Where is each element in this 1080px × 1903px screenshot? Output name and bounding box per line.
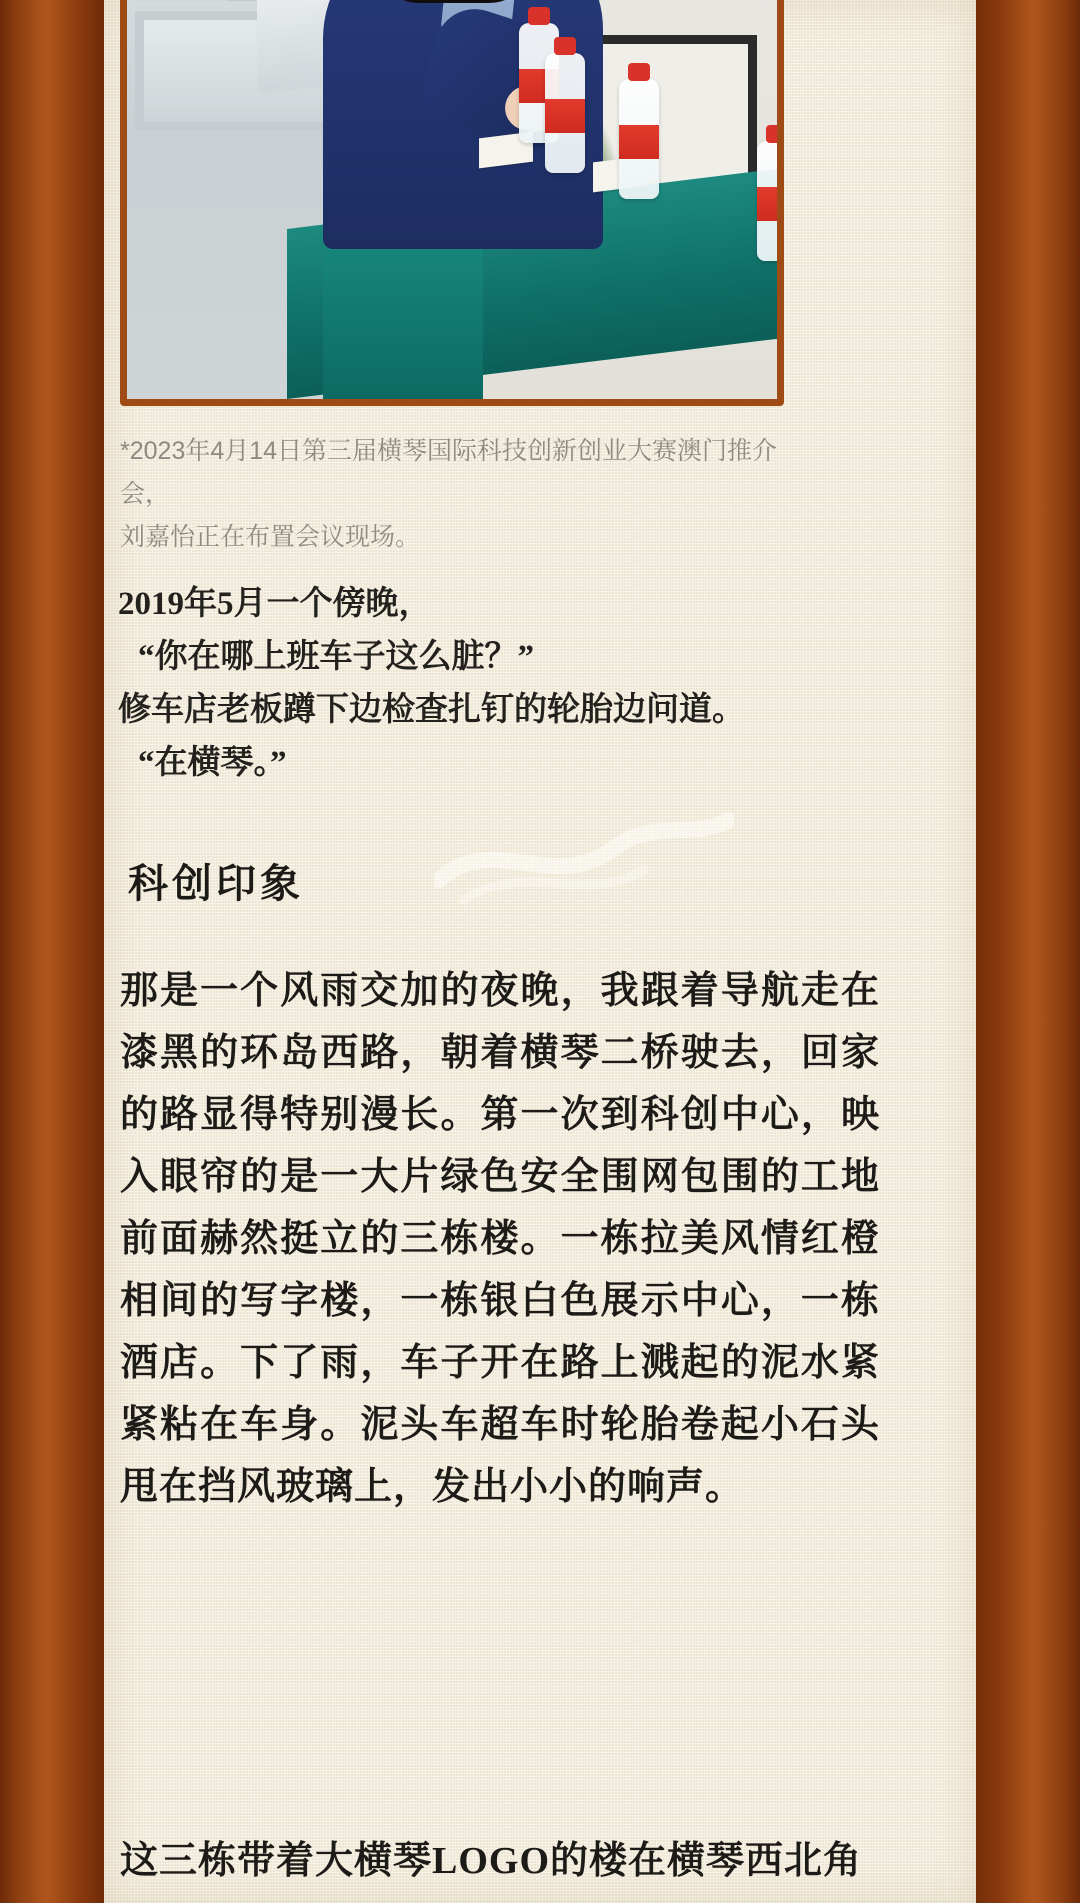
article-photo xyxy=(120,0,784,406)
decorative-swoosh-icon xyxy=(434,800,734,920)
caption-line-1: *2023年4月14日第三届横琴国际科技创新创业大赛澳门推介会， xyxy=(120,437,778,508)
article-sheet xyxy=(104,0,976,1903)
article-paragraph: 这三栋带着大横琴LOGO的楼在横琴西北角 xyxy=(120,1840,863,1882)
lede-line-1: 2019年5月一个傍晚， xyxy=(118,586,432,622)
caption-line-2: 刘嘉怡正在布置会议现场。 xyxy=(120,523,421,551)
article-paragraph: 那是一个风雨交加的夜晚，我跟着导航走在漆黑的环岛西路，朝着横琴二桥驶去，回家的路显得特别漫长。第一次到科创中心，映入眼帘的是一大片绿色安全围网包围的工地前面赫然挺立的三栋楼。一栋拉美风情红橙相间的写字楼，一栋银白色展示中心，一栋酒店。下了雨，车子开在路上溅起的泥水紧紧粘在车身。泥头车超车时轮胎卷起小石头甩在挡风玻璃上，发出小小的响声。 xyxy=(120,970,880,1508)
lede-line-2: “你在哪上班车子这么脏？” xyxy=(138,639,534,675)
photo-water-bottle xyxy=(757,141,777,261)
photo-water-bottle xyxy=(545,53,585,173)
article-lede xyxy=(118,578,858,790)
photo-canvas xyxy=(127,0,777,399)
lede-line-4: “在横琴。” xyxy=(138,745,287,781)
photo-caption xyxy=(120,430,820,559)
lede-line-3: 修车店老板蹲下边检查扎钉的轮胎边问道。 xyxy=(118,692,745,728)
photo-table-skirt xyxy=(323,249,483,399)
photo-water-bottle xyxy=(619,79,659,199)
section-title: 科创印象 xyxy=(128,861,304,906)
